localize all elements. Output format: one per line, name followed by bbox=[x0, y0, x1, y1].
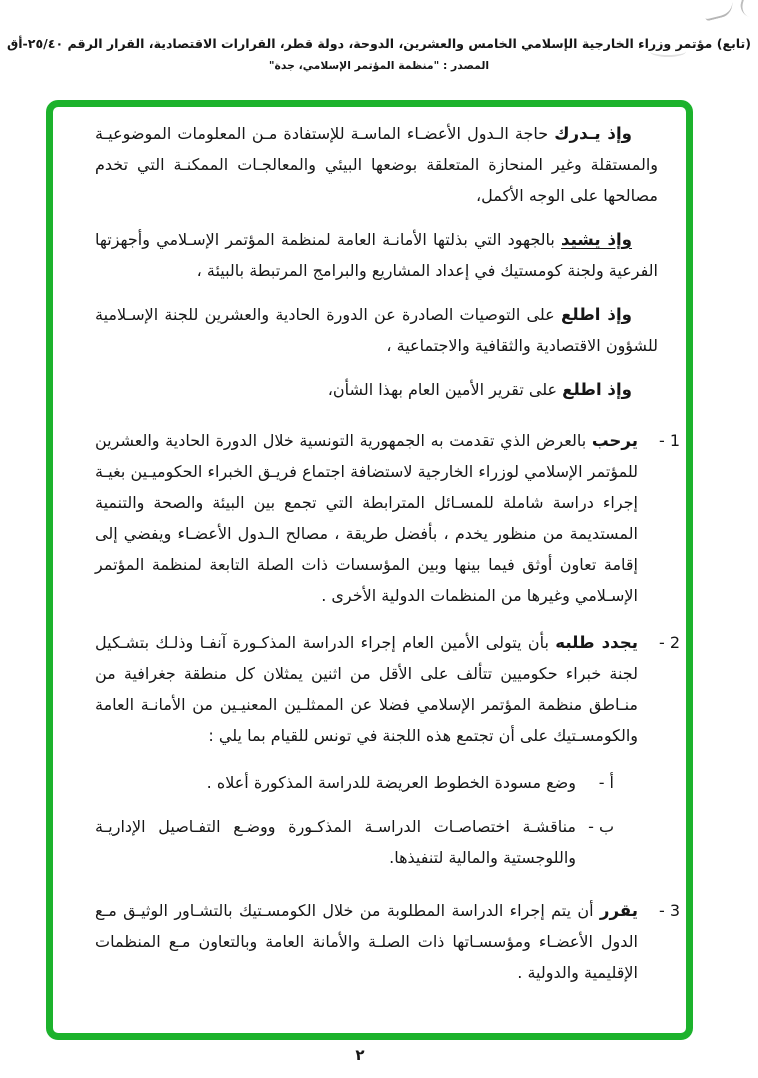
resolution-body bbox=[95, 118, 680, 1004]
subitem-b bbox=[95, 811, 614, 873]
preamble-paragraph bbox=[95, 118, 658, 211]
item-body-text: بالعرض الذي تقدمت به الجمهورية التونسية خلال الدورة الحادية والعشرين للمؤتمر الإسلامي لوزراء الخارجية لاستضافة اجتماع فريـق الخبراء الحكوميـين بغيـة إجراء دراسة شاملة للمسـائل المترابطة التي تجمع بين البيئة والصحة والتنمية المستديمة من منظور يخدم ، بأفضل طريقة ، مصالح الـدول الأعضـاء ويفضي إلى إقامة تعاون أوثق فيما بينها وبين المؤسسات ذات الصلة التابعة لمنظمة المؤتمر الإسـلامي وغيرها من المنظمات الدولية الأخرى . bbox=[95, 431, 638, 605]
resolution-item-1 bbox=[95, 425, 680, 611]
pen-mark bbox=[738, 0, 756, 18]
preamble-paragraph bbox=[95, 224, 658, 286]
item-number: 1 - bbox=[658, 431, 680, 450]
item-lead: يجدد طلبه bbox=[555, 633, 638, 652]
page-header bbox=[0, 36, 758, 72]
resolution-item-2 bbox=[95, 627, 680, 751]
item-text bbox=[95, 895, 638, 988]
subitem-text: مناقشـة اختصاصـات الدراسـة المذكـورة ووضـع التفـاصيل الإداريـة واللوجستية والمالية لتنفيذها. bbox=[95, 817, 576, 867]
subitem-text: وضع مسودة الخطوط العريضة للدراسة المذكورة أعلاه . bbox=[206, 773, 576, 792]
pen-mark bbox=[703, 1, 735, 22]
item-text bbox=[95, 425, 638, 611]
item-lead: يقرر bbox=[599, 901, 638, 920]
preamble-text: حاجة الـدول الأعضـاء الماسـة للإستفادة مـن المعلومات الموضوعيـة والمستقلة وغير المنحازة المتعلقة بوضعها البيئي والمعالجـات الممكنـة التي تخدم مصالحها على الوجه الأكمل، bbox=[95, 124, 658, 205]
preamble-paragraph bbox=[95, 374, 658, 405]
preamble-text: على تقرير الأمين العام بهذا الشأن، bbox=[327, 380, 558, 399]
item-number: 3 - bbox=[658, 901, 680, 920]
item-text bbox=[95, 627, 638, 751]
item-body-text: بأن يتولى الأمين العام إجراء الدراسة المذكـورة آنفـا وذلـك بتشـكيل لجنة خبراء حكوميين تتألف على الأقل من اثنين يمثلان كل منطقة جغرافية من منـاطق منظمة المؤتمر الإسلامي فضلا عن الممثلـين المعنيـين من الأمانـة العامة والكومسـتيك على أن تجتمع هذه اللجنة في تونس للقيام بما يلي : bbox=[95, 633, 638, 745]
preamble-lead: وإذ اطلع bbox=[562, 380, 632, 399]
preamble-lead: وإذ اطلع bbox=[560, 305, 632, 324]
item-lead: يرحب bbox=[591, 431, 638, 450]
subitem-marker: ب - bbox=[588, 817, 614, 836]
preamble-lead: وإذ يشيد bbox=[561, 230, 633, 249]
item-number: 2 - bbox=[658, 633, 680, 652]
subitem-marker: أ - bbox=[598, 773, 614, 792]
header-source: المصدر : "منظمة المؤتمر الإسلامي، جدة" bbox=[268, 59, 490, 72]
item-body-text: أن يتم إجراء الدراسة المطلوبة من خلال الكومسـتيك بالتشـاور الوثيـق مـع الدول الأعضـاء ومؤسسـاتها ذات الصلـة والأمانة العامة وبالتعاون مـع المنظمات الإقليمية والدولية . bbox=[95, 901, 638, 982]
preamble-paragraph bbox=[95, 299, 658, 361]
preamble-lead: وإذ يـدرك bbox=[554, 124, 632, 143]
preamble-text: على التوصيات الصادرة عن الدورة الحادية والعشرين للجنة الإسـلامية للشؤون الاقتصادية والثقافية والاجتماعية ، bbox=[95, 305, 658, 355]
preamble-text: بالجهود التي بذلتها الأمانـة العامة لمنظمة المؤتمر الإسـلامي وأجهزتها الفرعية ولجنة كومستيك في إعداد المشاريع والبرامج المرتبطة بالبيئة ، bbox=[95, 230, 658, 280]
header-title: (تابع) مؤتمر وزراء الخارجية الإسلامي الخامس والعشرين، الدوحة، دولة قطر، القرارات الاقتصادية، القرار الرقم ٢٥/٤٠-أق bbox=[6, 36, 752, 51]
resolution-item-3 bbox=[95, 895, 680, 988]
page-number: ٢ bbox=[355, 1046, 365, 1064]
subitem-a bbox=[95, 767, 614, 798]
